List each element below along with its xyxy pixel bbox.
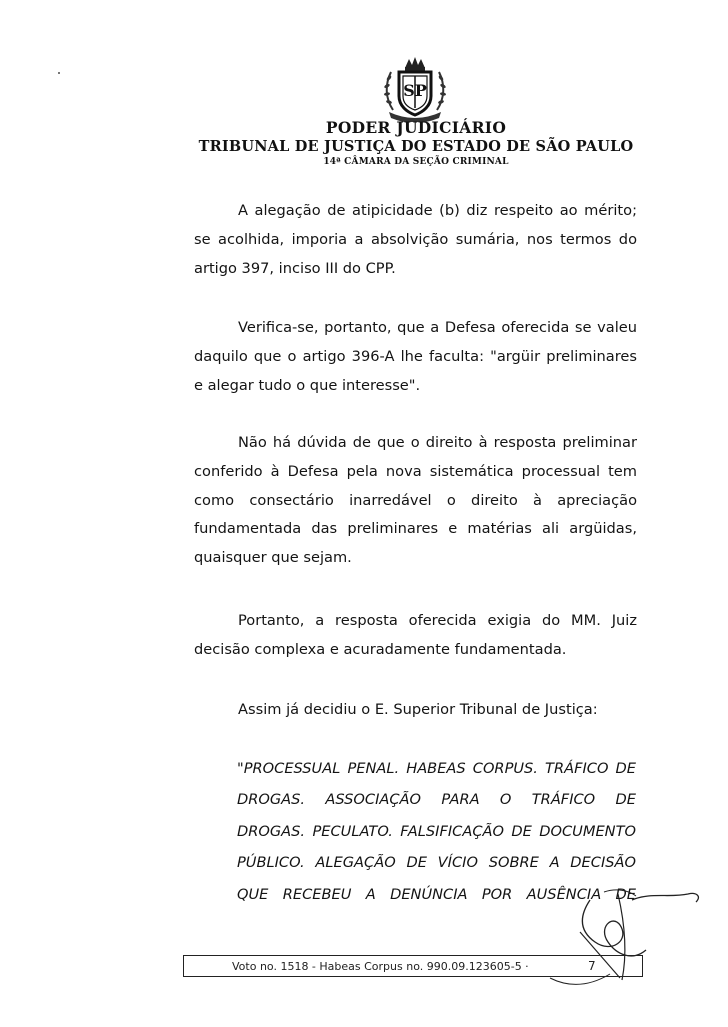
- header-line-court: TRIBUNAL DE JUSTIÇA DO ESTADO DE SÃO PAULO: [198, 138, 634, 155]
- quote-line: DROGAS. PECULATO. FALSIFICAÇÃO DE DOCUMENTO: [237, 822, 636, 840]
- paragraph-resposta-oferecida: [194, 607, 637, 665]
- text-line: A alegação de atipicidade (b) diz respeito ao mérito;: [238, 202, 637, 219]
- paragraph-atipicidade: [194, 197, 637, 283]
- page-number: 7: [588, 959, 596, 973]
- header-line-judiciary: PODER JUDICIÁRIO: [325, 118, 507, 137]
- header-line-chamber: 14ª CÂMARA DA SEÇÃO CRIMINAL: [323, 157, 509, 167]
- text-line: daquilo que o artigo 396-A lhe faculta: "argüir preliminares: [194, 347, 637, 365]
- text-line: e alegar tudo o que interesse".: [194, 376, 421, 394]
- coat-of-arms-icon: [379, 54, 451, 122]
- text-line: Não há dúvida de que o direito à resposta preliminar: [238, 434, 637, 451]
- quote-line: QUE RECEBEU A DENÚNCIA POR AUSÊNCIA DE: [237, 885, 636, 903]
- text-line: como consectário inarredável o direito à apreciação: [194, 491, 637, 509]
- text-line: se acolhida, imporia a absolvição sumária, nos termos do: [194, 230, 637, 248]
- text-line: fundamentada das preliminares e matérias ali argüidas,: [194, 520, 637, 538]
- text-line: quaisquer que sejam.: [194, 549, 352, 567]
- text-line: Verifica-se, portanto, que a Defesa oferecida se valeu: [238, 319, 637, 336]
- text-line: decisão complexa e acuradamente fundamentada.: [194, 640, 567, 658]
- paragraph-direito-resposta: [194, 429, 637, 573]
- quote-line: PÚBLICO. ALEGAÇÃO DE VÍCIO SOBRE A DECISÃO: [237, 854, 636, 872]
- quote-line: "PROCESSUAL PENAL. HABEAS CORPUS. TRÁFICO DE: [237, 760, 636, 777]
- text-line: artigo 397, inciso III do CPP.: [194, 259, 396, 277]
- footer-case-reference: Voto no. 1518 - Habeas Corpus no. 990.09.123605-5 ·: [232, 960, 529, 973]
- text-line: Assim já decidiu o E. Superior Tribunal de Justiça:: [238, 701, 598, 718]
- text-line: Portanto, a resposta oferecida exigia do MM. Juiz: [238, 612, 637, 629]
- paragraph-stj: [194, 696, 637, 725]
- text-line: conferido à Defesa pela nova sistemática processual tem: [194, 462, 637, 480]
- paragraph-defesa: [194, 314, 637, 400]
- quote-line: DROGAS. ASSOCIAÇÃO PARA O TRÁFICO DE: [237, 791, 636, 809]
- scan-speck: [58, 72, 60, 74]
- svg-text:SP: SP: [403, 81, 427, 100]
